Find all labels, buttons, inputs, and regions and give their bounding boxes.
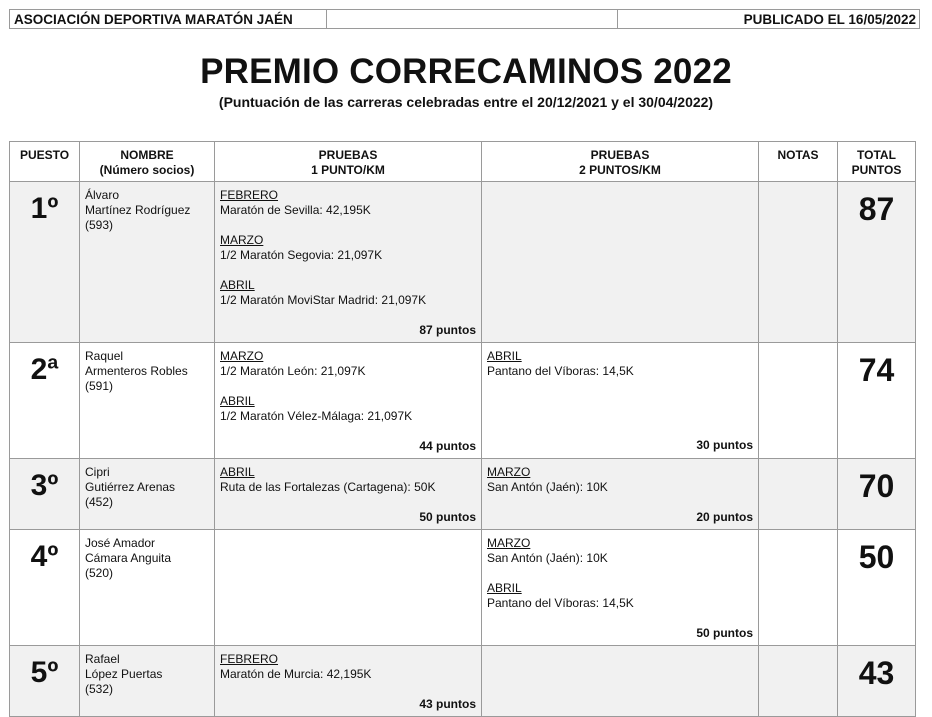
member-name-line: José Amador <box>85 536 156 550</box>
race-entry <box>220 465 476 495</box>
race-entry <box>220 394 476 424</box>
member-name-line: (452) <box>85 495 114 509</box>
organization-name: ASOCIACIÓN DEPORTIVA MARATÓN JAÉN <box>10 10 327 28</box>
race-name: 1/2 Maratón León: 21,097K <box>220 364 366 378</box>
table-row <box>10 459 916 530</box>
member-name-line: Martínez Rodríguez <box>85 203 191 217</box>
race-name: San Antón (Jaén): 10K <box>487 480 608 494</box>
points-subtotal: 87 puntos <box>419 323 476 337</box>
race-name: Pantano del Víboras: 14,5K <box>487 596 634 610</box>
member-name-line: (532) <box>85 682 114 696</box>
member-name-line: Gutiérrez Arenas <box>85 480 176 494</box>
member-name-cell <box>80 182 215 343</box>
total-points-cell: 74 <box>838 343 916 459</box>
page-subtitle: (Puntuación de las carreras celebradas entre el 20/12/2021 y el 30/04/2022) <box>218 94 714 110</box>
column-header-pruebas-1: PRUEBAS 1 PUNTO/KM <box>215 142 482 182</box>
notes-cell <box>759 182 838 343</box>
table-row <box>10 530 916 646</box>
races-2-points-cell <box>482 343 759 459</box>
rank-cell: 3º <box>10 459 80 530</box>
notes-cell <box>759 459 838 530</box>
rank-cell: 4º <box>10 530 80 646</box>
total-points-cell: 70 <box>838 459 916 530</box>
races-2-points-cell <box>482 646 759 717</box>
member-name-line: Álvaro <box>85 188 120 202</box>
ranking-table <box>9 141 916 717</box>
total-points-cell: 87 <box>838 182 916 343</box>
race-month: MARZO <box>220 233 264 247</box>
member-name-cell <box>80 646 215 717</box>
race-name: Pantano del Víboras: 14,5K <box>487 364 634 378</box>
member-name-line: Cámara Anguita <box>85 551 172 565</box>
header-bar <box>9 9 920 29</box>
race-name: Maratón de Sevilla: 42,195K <box>220 203 371 217</box>
rank-cell: 5º <box>10 646 80 717</box>
race-name: 1/2 Maratón Vélez-Málaga: 21,097K <box>220 409 413 423</box>
races-1-point-cell <box>215 459 482 530</box>
race-name: 1/2 Maratón Segovia: 21,097K <box>220 248 383 262</box>
member-name-cell <box>80 459 215 530</box>
member-name-line: (593) <box>85 218 114 232</box>
member-name-line: López Puertas <box>85 667 163 681</box>
rank-cell: 2ª <box>10 343 80 459</box>
column-header-pruebas-2: PRUEBAS 2 PUNTOS/KM <box>482 142 759 182</box>
member-name-line: Raquel <box>85 349 124 363</box>
race-month: ABRIL <box>220 394 255 408</box>
points-subtotal: 50 puntos <box>696 626 753 640</box>
column-header-notas: NOTAS <box>759 142 838 182</box>
points-subtotal: 43 puntos <box>419 697 476 711</box>
points-subtotal: 30 puntos <box>696 438 753 452</box>
races-2-points-cell <box>482 530 759 646</box>
member-name-line: Armenteros Robles <box>85 364 188 378</box>
published-date: PUBLICADO EL 16/05/2022 <box>743 11 916 27</box>
races-1-point-cell <box>215 646 482 717</box>
rank-cell: 1º <box>10 182 80 343</box>
member-name-line: Rafael <box>85 652 120 666</box>
column-header-total: TOTAL PUNTOS <box>838 142 916 182</box>
points-subtotal: 20 puntos <box>696 510 753 524</box>
table-row <box>10 343 916 459</box>
member-name-line: (591) <box>85 379 114 393</box>
member-name-line: (520) <box>85 566 114 580</box>
race-name: Maratón de Murcia: 42,195K <box>220 667 372 681</box>
header-middle-cell <box>327 10 618 28</box>
races-2-points-cell <box>482 459 759 530</box>
race-entry <box>220 652 476 682</box>
race-entry <box>487 581 753 611</box>
notes-cell <box>759 343 838 459</box>
race-month: MARZO <box>220 349 264 363</box>
table-header-row <box>10 142 916 182</box>
race-name: 1/2 Maratón MoviStar Madrid: 21,097K <box>220 293 427 307</box>
total-points-cell: 43 <box>838 646 916 717</box>
points-subtotal: 50 puntos <box>419 510 476 524</box>
race-entry <box>487 465 753 495</box>
total-points-cell: 50 <box>838 530 916 646</box>
race-month: ABRIL <box>487 349 522 363</box>
table-row <box>10 182 916 343</box>
race-entry <box>220 233 476 263</box>
race-month: FEBRERO <box>220 188 279 202</box>
notes-cell <box>759 646 838 717</box>
points-subtotal: 44 puntos <box>419 439 476 453</box>
column-header-puesto: PUESTO <box>10 142 80 182</box>
race-entry <box>220 349 476 379</box>
notes-cell <box>759 530 838 646</box>
races-1-point-cell <box>215 343 482 459</box>
race-month: ABRIL <box>220 278 255 292</box>
race-entry <box>220 278 476 308</box>
race-entry <box>220 188 476 218</box>
races-2-points-cell <box>482 182 759 343</box>
member-name-line: Cipri <box>85 465 110 479</box>
race-month: MARZO <box>487 465 531 479</box>
race-entry <box>487 349 753 379</box>
table-row <box>10 646 916 717</box>
races-1-point-cell <box>215 530 482 646</box>
member-name-cell <box>80 530 215 646</box>
race-month: ABRIL <box>220 465 255 479</box>
race-month: MARZO <box>487 536 531 550</box>
race-month: ABRIL <box>487 581 522 595</box>
race-name: Ruta de las Fortalezas (Cartagena): 50K <box>220 480 436 494</box>
column-header-nombre: NOMBRE (Número socios) <box>80 142 215 182</box>
race-entry <box>487 536 753 566</box>
page-title: PREMIO CORRECAMINOS 2022 <box>200 52 732 91</box>
member-name-cell <box>80 343 215 459</box>
race-month: FEBRERO <box>220 652 279 666</box>
race-name: San Antón (Jaén): 10K <box>487 551 608 565</box>
races-1-point-cell <box>215 182 482 343</box>
